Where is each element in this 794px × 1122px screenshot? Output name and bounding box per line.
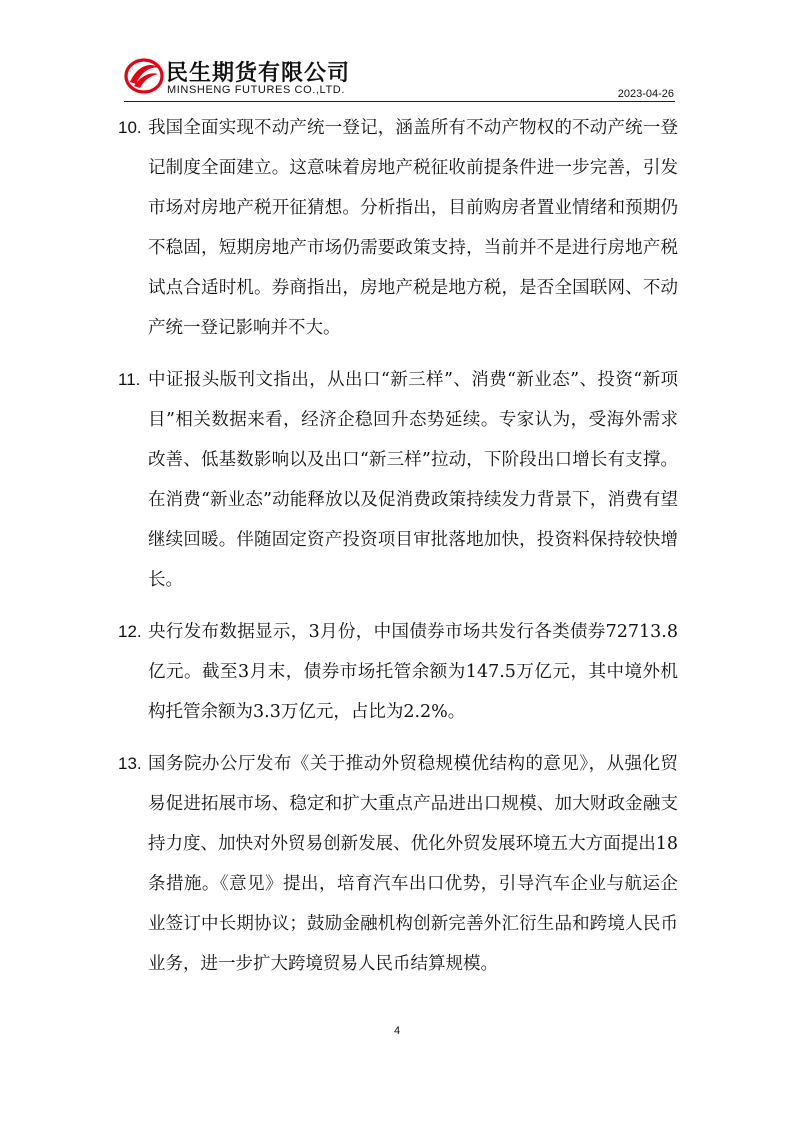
- item-number: 12.: [118, 622, 142, 641]
- item-text: 国务院办公厅发布《关于推动外贸稳规模优结构的意见》，从强化贸易促进拓展市场、稳定和扩大重点产品进出口规模、加大财政金融支持力度、加快对外贸易创新发展、优化外贸发展环境五大方面提出18条措施。《意见》提出，培育汽车出口优势，引导汽车企业与航运企业签订中长期协议；鼓励金融机构创新完善外汇衍生品和跨境人民币业务，进一步扩大跨境贸易人民币结算规模。: [148, 754, 678, 974]
- company-name-cn: 民生期货有限公司: [166, 61, 351, 86]
- header-divider: [124, 101, 675, 102]
- news-item-10: [118, 108, 678, 348]
- report-date: 2023-04-26: [617, 88, 674, 100]
- news-list: [118, 108, 678, 996]
- news-item-11: [118, 360, 678, 600]
- item-number: 13.: [118, 754, 142, 773]
- item-text: 中证报头版刊文指出，从出口“新三样”、消费“新业态”、投资“新项目”相关数据来看，经济企稳回升态势延续。专家认为，受海外需求改善、低基数影响以及出口“新三样”拉动，下阶段出口增长有支撑。在消费“新业态”动能释放以及促消费政策持续发力背景下，消费有望继续回暖。伴随固定资产投资项目审批落地加快，投资料保持较快增长。: [148, 370, 678, 590]
- company-name-en: MINSHENG FUTURES CO.,LTD.: [167, 84, 345, 96]
- minsheng-logo-icon: [124, 56, 164, 96]
- item-text: 我国全面实现不动产统一登记，涵盖所有不动产物权的不动产统一登记制度全面建立。这意味着房地产税征收前提条件进一步完善，引发市场对房地产税开征猜想。分析指出，目前购房者置业情绪和预期仍不稳固，短期房地产市场仍需要政策支持，当前并不是进行房地产税试点合适时机。券商指出，房地产税是地方税，是否全国联网、不动产统一登记影响并不大。: [148, 118, 678, 338]
- item-number: 10.: [118, 118, 142, 137]
- item-text: 央行发布数据显示，3月份，中国债券市场共发行各类债券72713.8亿元。截至3月末，债券市场托管余额为147.5万亿元，其中境外机构托管余额为3.3万亿元，占比为2.2%。: [148, 622, 678, 722]
- page-number: 4: [393, 1025, 401, 1037]
- item-number: 11.: [118, 370, 141, 389]
- news-item-13: [118, 744, 678, 984]
- news-item-12: [118, 612, 678, 732]
- page-header: [124, 52, 674, 102]
